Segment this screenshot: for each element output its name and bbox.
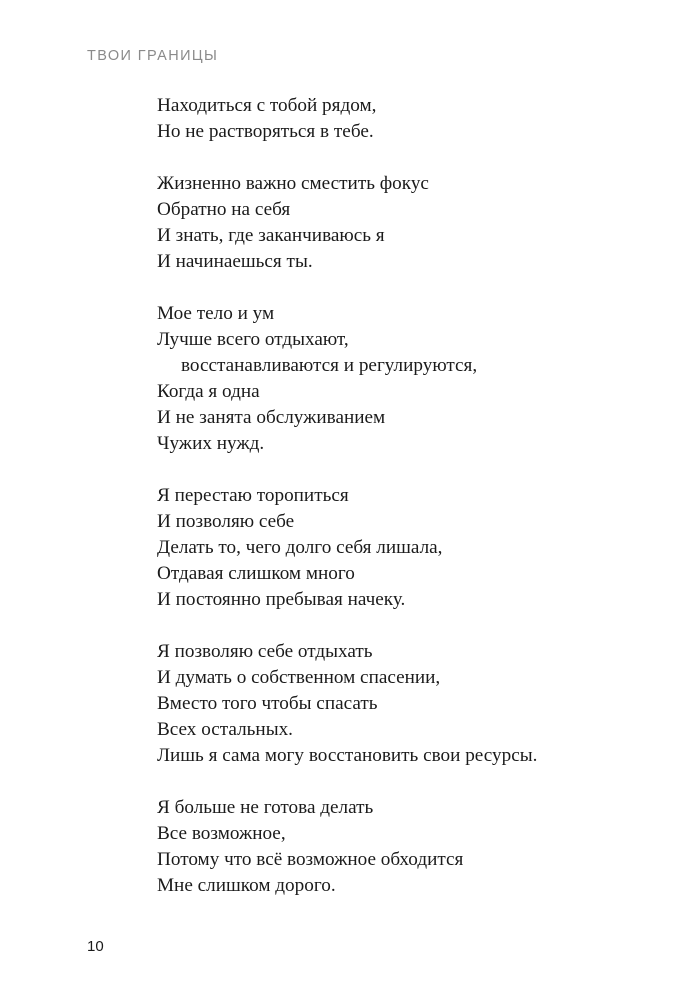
page-number: 10 — [87, 938, 104, 955]
running-head: ТВОИ ГРАНИЦЫ — [87, 48, 219, 64]
poem-line: Отдавая слишком много — [157, 563, 355, 584]
stanza — [157, 483, 637, 613]
poem-line: Когда я одна — [157, 381, 260, 402]
poem-line-indented: восстанавливаются и регулируются, — [181, 355, 478, 376]
poem-line: Чужих нужд. — [157, 433, 265, 454]
poem-line: Все возможное, — [157, 823, 286, 844]
poem-line: Потому что всё возможное обходится — [157, 849, 464, 870]
stanza — [157, 171, 637, 275]
poem-line: Обратно на себя — [157, 199, 291, 220]
poem-line: Находиться с тобой рядом, — [157, 95, 377, 116]
poem-line: Мое тело и ум — [157, 303, 275, 324]
poem-line: И не занята обслуживанием — [157, 407, 386, 428]
poem-line: Вместо того чтобы спасать — [157, 693, 378, 714]
poem-line: Делать то, чего долго себя лишала, — [157, 537, 443, 558]
poem-line: Я больше не готова делать — [157, 797, 374, 818]
poem-line: Лучше всего отдыхают, — [157, 329, 349, 350]
poem-line: И позволяю себе — [157, 511, 295, 532]
poem-line: Я позволяю себе отдыхать — [157, 641, 373, 662]
poem-line: Лишь я сама могу восстановить свои ресурсы. — [157, 745, 538, 766]
stanza — [157, 93, 637, 145]
stanza — [157, 301, 637, 457]
poem-line: Мне слишком дорого. — [157, 875, 336, 896]
poem-line: И думать о собственном спасении, — [157, 667, 441, 688]
poem-line: И постоянно пребывая начеку. — [157, 589, 406, 610]
poem-line: Всех остальных. — [157, 719, 293, 740]
poem-body — [157, 93, 637, 925]
poem-line: И начинаешься ты. — [157, 251, 313, 272]
stanza — [157, 639, 637, 769]
poem-line: Я перестаю торопиться — [157, 485, 349, 506]
poem-line: Но не растворяться в тебе. — [157, 121, 374, 142]
stanza — [157, 795, 637, 899]
poem-line: И знать, где заканчиваюсь я — [157, 225, 385, 246]
poem-line: Жизненно важно сместить фокус — [157, 173, 429, 194]
